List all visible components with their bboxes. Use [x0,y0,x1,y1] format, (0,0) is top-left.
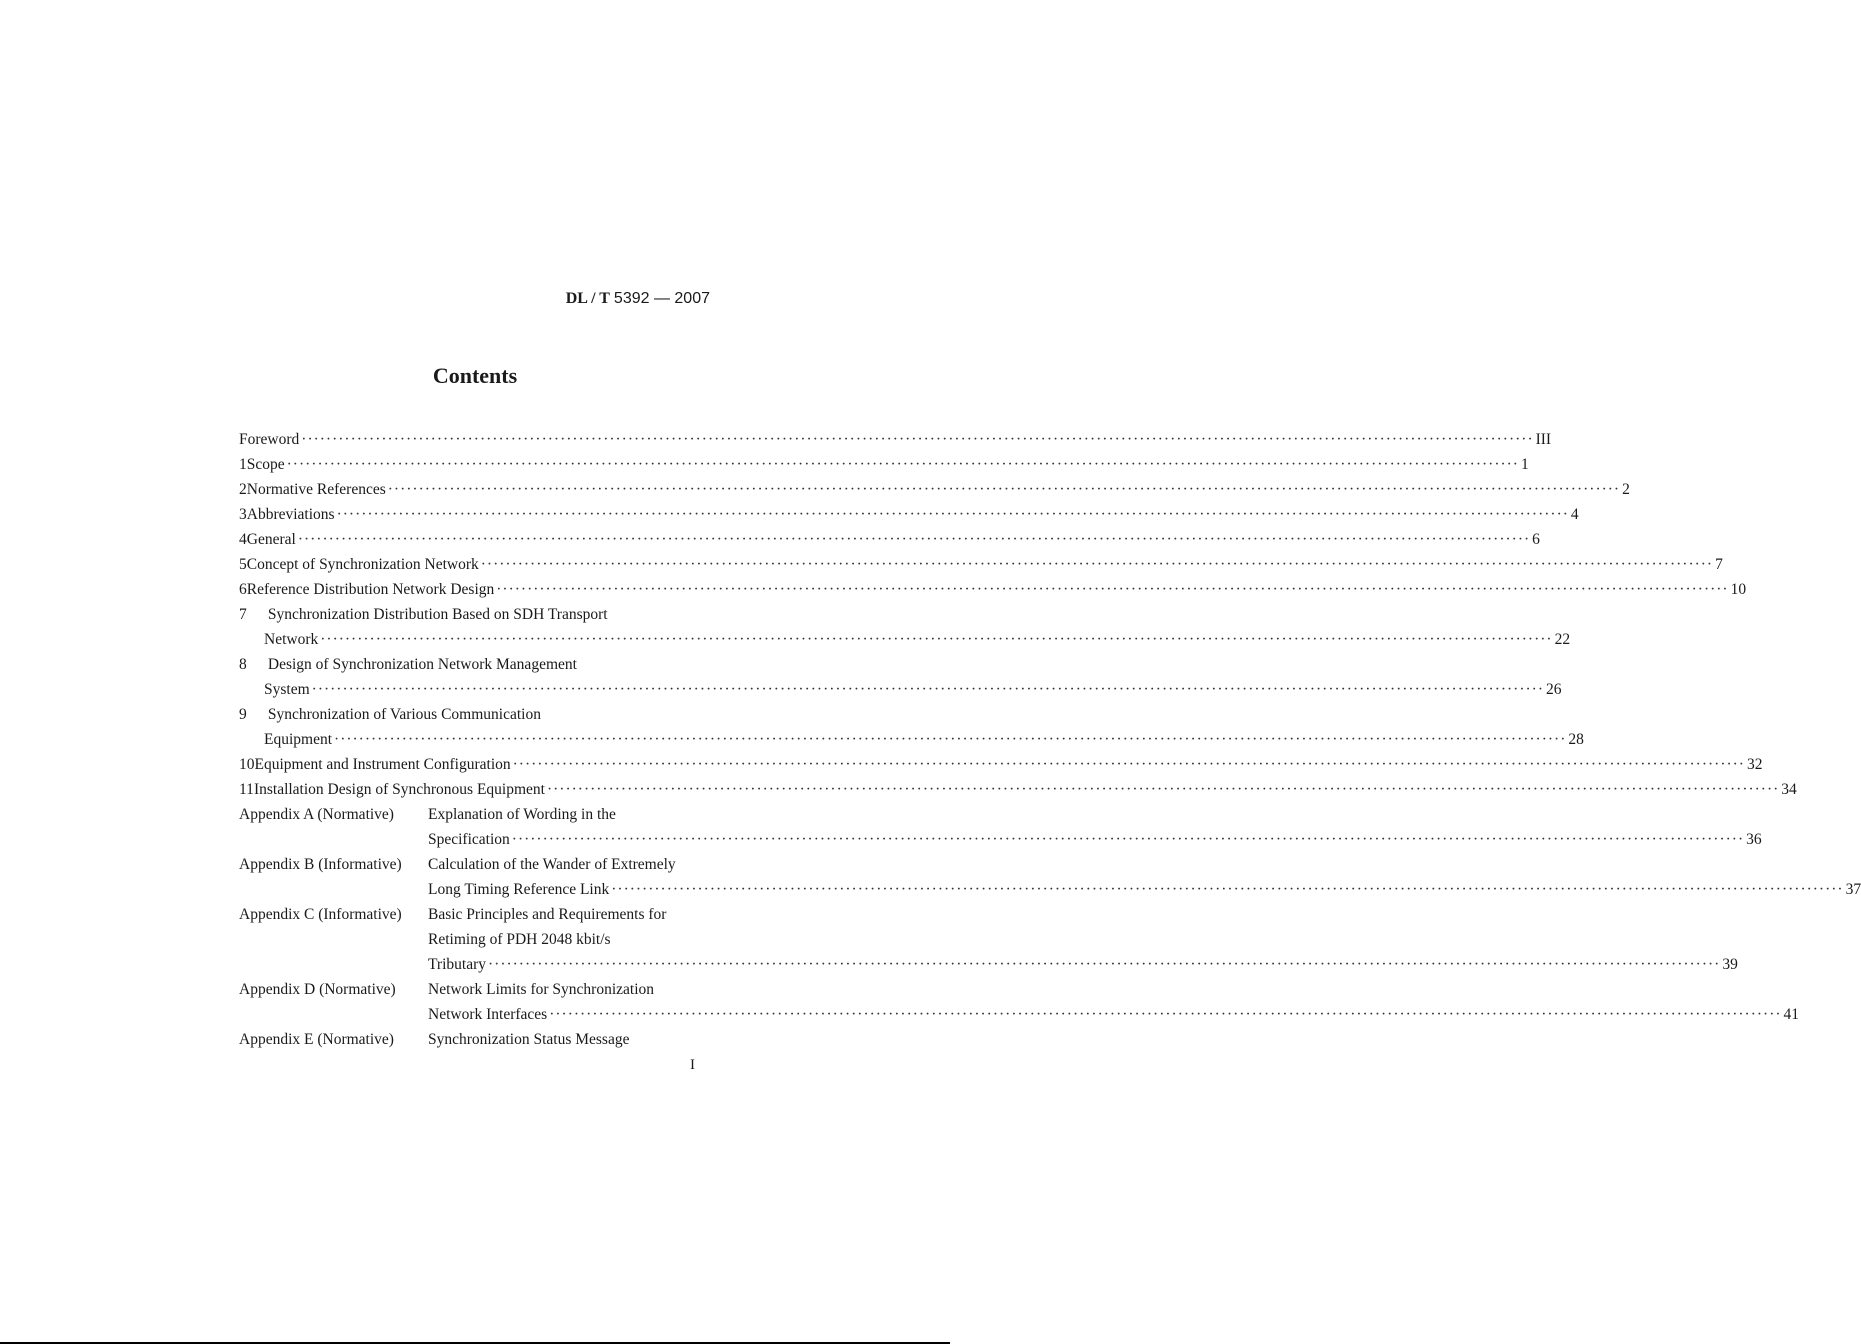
toc-entry-foreword[interactable] [239,427,1552,452]
leader-dots: ········································································································································································································ [496,581,1729,598]
toc-entry-2[interactable] [239,477,1630,502]
appendix-title-continued: Tributary [428,956,486,973]
leader-dots: ········································································································································································································ [488,956,1721,973]
appendix-title: Basic Principles and Requirements for [428,906,667,923]
toc-entry-appendix-c-continued[interactable] [239,927,710,952]
toc-entry-8[interactable] [239,652,710,677]
leader-dots: ········································································································································································································ [320,631,1553,648]
appendix-label: Appendix C (Informative) [239,906,402,923]
toc-page: 10 [1730,581,1747,598]
toc-label: Reference Distribution Network Design [246,581,495,598]
toc-label: Scope [246,456,285,473]
toc-label: Installation Design of Synchronous Equipment [253,781,545,798]
toc-entry-7[interactable] [239,602,710,627]
toc-number: 4 [239,531,247,548]
toc-page: 4 [1570,506,1579,523]
leader-dots: ········································································································································································································ [297,531,1531,548]
toc-page: 1 [1520,456,1529,473]
toc-number: 10 [239,756,255,773]
toc-page: 22 [1554,631,1571,648]
toc-entry-1[interactable] [239,452,1529,477]
leader-dots: ········································································································································································································ [286,456,1519,473]
leader-dots: ········································································································································································································ [336,506,1569,523]
toc-label-continued: System [264,681,310,698]
appendix-label: Appendix D (Normative) [239,981,396,998]
appendix-title-continued: Specification [428,831,510,848]
toc-label-continued: Equipment [264,731,333,748]
leader-dots: ········································································································································································································ [511,831,1745,848]
toc-number: 1 [239,456,247,473]
toc-page: 28 [1568,731,1584,748]
toc-page: 34 [1781,781,1797,798]
toc-number: 3 [239,506,247,523]
toc-page: 32 [1746,756,1763,773]
toc-number: 9 [239,706,247,723]
leader-dots: ········································································································································································································ [512,756,1745,773]
toc-entry-appendix-d-continued[interactable] [239,1002,1800,1027]
toc-page: 6 [1532,531,1540,548]
toc-entry-4[interactable] [239,527,1540,552]
toc-label-continued: Network [264,631,319,648]
toc-label: Normative References [246,481,386,498]
page-title: Contents [432,363,518,388]
toc-number: 2 [239,481,247,498]
appendix-title-continued: Network Interfaces [428,1006,548,1023]
toc-entry-appendix-a[interactable] [239,802,710,827]
toc-entry-9[interactable] [239,702,710,727]
toc-entry-11[interactable] [239,777,1797,802]
appendix-title: Network Limits for Synchronization [428,981,654,998]
toc-label: Design of Synchronization Network Management [267,656,577,673]
appendix-title: Synchronization Status Message [428,1031,630,1048]
toc-page: 2 [1622,481,1630,498]
appendix-title: Explanation of Wording in the [428,806,616,823]
toc-label: General [246,531,296,548]
toc-entry-appendix-e[interactable] [239,1027,710,1052]
toc-entry-appendix-b-continued[interactable] [239,877,1861,902]
toc-number: 8 [239,656,247,673]
appendix-title-continued: Long Timing Reference Link [428,881,610,898]
toc-number: 11 [239,781,254,798]
toc-label: Equipment and Instrument Configuration [254,756,511,773]
toc-label: Synchronization Distribution Based on SDH Transport [267,606,608,623]
toc-page: 26 [1545,681,1562,698]
toc-page: 39 [1722,956,1738,973]
toc-entry-appendix-c[interactable] [239,902,710,927]
standard-number: 5392 — 2007 [613,290,710,307]
toc-entry-appendix-d[interactable] [239,977,710,1002]
toc-label: Concept of Synchronization Network [246,556,479,573]
toc-page: 36 [1746,831,1762,848]
toc-page: III [1535,431,1552,448]
toc-page: 7 [1715,556,1723,573]
toc-entry-appendix-a-continued[interactable] [239,827,1762,852]
toc-label: Synchronization of Various Communication [267,706,541,723]
toc-entry-appendix-b[interactable] [239,852,710,877]
leader-dots: ········································································································································································································ [546,781,1780,798]
toc-entry-3[interactable] [239,502,1579,527]
standard-code [566,290,710,308]
appendix-label: Appendix B (Informative) [239,856,402,873]
toc-entry-6[interactable] [239,577,1747,602]
leader-dots: ········································································································································································································ [334,731,1567,748]
toc-entry-5[interactable] [239,552,1723,577]
appendix-label: Appendix A (Normative) [239,806,394,823]
toc-number: 7 [239,606,247,623]
page-number: I [690,1057,695,1073]
toc-entry-9-continued[interactable] [239,727,1584,752]
toc-entry-appendix-c-continued-2[interactable] [239,952,1738,977]
toc-number: 6 [239,581,247,598]
toc-page: 37 [1845,881,1861,898]
appendix-label: Appendix E (Normative) [239,1031,394,1048]
toc-entry-7-continued[interactable] [239,627,1571,652]
toc-label: Abbreviations [246,506,335,523]
toc-page: 41 [1783,1006,1800,1023]
leader-dots: ········································································································································································································ [611,881,1844,898]
appendix-title: Calculation of the Wander of Extremely [428,856,676,873]
toc-entry-10[interactable] [239,752,1763,777]
toc-entry-8-continued[interactable] [239,677,1562,702]
leader-dots: ········································································································································································································ [549,1006,1782,1023]
appendix-title-continued: Retiming of PDH 2048 kbit/s [428,931,611,948]
leader-dots: ········································································································································································································ [387,481,1621,498]
leader-dots: ········································································································································································································ [480,556,1714,573]
toc-number: 5 [239,556,247,573]
standard-prefix: DL / T [565,290,610,307]
leader-dots: ········································································································································································································ [301,431,1534,448]
toc-label: Foreword [239,431,300,448]
table-of-contents [239,427,1861,1052]
leader-dots: ········································································································································································································ [311,681,1544,698]
